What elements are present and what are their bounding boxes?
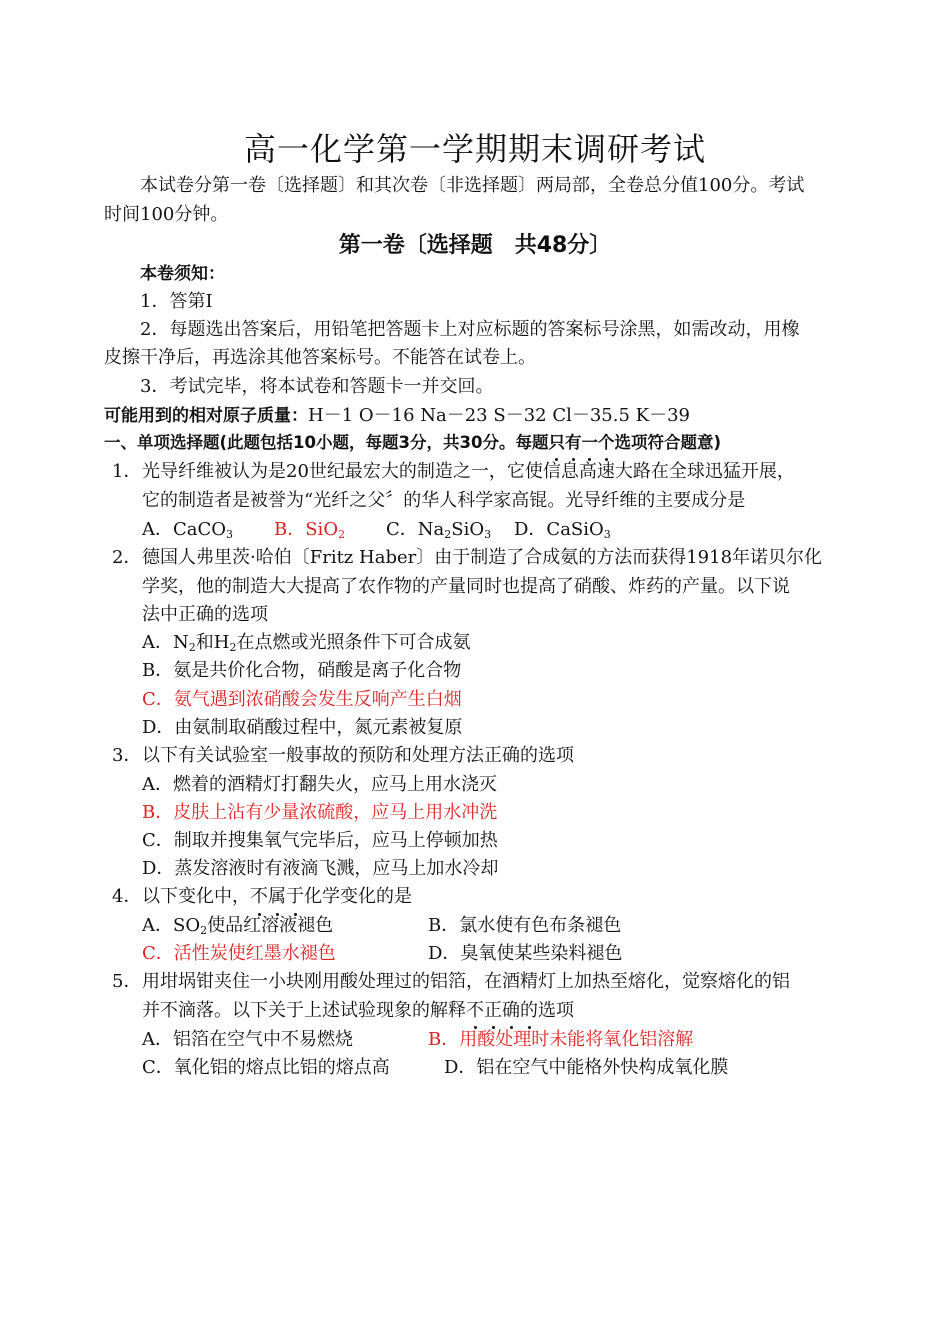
atomic-masses-values: H－1 O－16 Na－23 S－32 Cl－35.5 K－39: [308, 405, 690, 426]
question-2: [112, 544, 852, 630]
q4-option-d: D．臭氧使某些染料褪色: [428, 943, 623, 964]
q4-option-a: A．$SO_2$使品红溶液褪色: [142, 915, 334, 937]
emphasis-char: 一: [581, 429, 598, 457]
notice-item-2-line-1: 2．每题选出答案后，用铅笔把答题卡上对应标题的答案标号涂黑，如需改动，用橡: [140, 319, 800, 340]
q4-option-b: B．氯水使有色布条褪色: [428, 915, 622, 936]
exam-title: 高一化学第一学期期末调研考试: [243, 130, 706, 168]
q5-option-d: D．铝在空气中能格外快构成氧化膜: [444, 1057, 729, 1078]
question-2-line-1: 德国人弗里茨·哈伯〔Fritz Haber〕由于制造了合成氨的方法而获得1918年诺贝尔化: [142, 547, 823, 568]
question-number: 1．: [112, 461, 142, 482]
q1-option-d: D．CaSiO$_3$: [514, 519, 611, 541]
q2-option-c: C．氨气遇到浓硝酸会发生反响产生白烟: [142, 689, 462, 710]
atomic-masses-label: 可能用到的相对原子质量：: [104, 406, 308, 426]
notice-heading: 本卷须知：: [140, 264, 225, 284]
q4-option-c: C．活性炭使红墨水褪色: [142, 943, 336, 964]
part1-heading-suffix: 选项符合题意): [614, 433, 721, 452]
question-4-line-1: 以下变化中，不属于化学变化的是: [142, 883, 852, 912]
intro-line-2: 时间100分钟。: [104, 204, 229, 225]
q3-option-a: A．燃着的酒精灯打翻失火，应马上用水浇灭: [142, 774, 497, 795]
notice-item-1: 1．答第Ⅰ: [140, 291, 213, 312]
question-3-line-1: 以下有关试验室一般事故的预防和处理方法正确的选项: [142, 745, 574, 766]
question-5-line-2: 并不滴落。以下关于上述试验现象的解释不正确的选项: [142, 997, 852, 1026]
emphasis-char: 有: [565, 429, 582, 457]
part1-heading: [104, 429, 864, 457]
question-5-line-1: 用坩埚钳夹住一小块刚用酸处理过的铝箔，在酒精灯上加热至熔化，觉察熔化的铝: [142, 971, 790, 992]
q2-option-d: D．由氨制取硝酸过程中，氮元素被复原: [142, 717, 463, 738]
q5-option-c: C．氧化铝的熔点比铝的熔点高: [142, 1057, 390, 1078]
question-3: [112, 742, 852, 771]
q3-option-c: C．制取并搜集氧气完毕后，应马上停顿加热: [142, 830, 498, 851]
question-number: 2．: [112, 547, 142, 568]
q1-option-a: A．CaCO$_3$: [142, 519, 234, 541]
q1-option-c: C．$Na_2SiO_3$: [386, 519, 492, 541]
emphasis-char: 属: [268, 883, 286, 912]
q5-option-a: A．铝箔在空气中不易燃烧: [142, 1029, 353, 1050]
emphasis-char: 的: [520, 997, 538, 1026]
emphasis-char: 正: [484, 997, 502, 1026]
q2-option-a: A．$N_2$和$H_2$在点燃或光照条件下可合成氨: [142, 632, 471, 654]
emphasis-char: 个: [598, 429, 615, 457]
question-4: [112, 883, 852, 912]
q2-option-b: B．氨是共价化合物，硝酸是离子化合物: [142, 660, 462, 681]
notice-item-2-line-2: 皮擦干净后，再选涂其他答案标号。不能答在试卷上。: [104, 347, 536, 368]
emphasis-char: 不: [466, 997, 484, 1026]
question-number: 3．: [112, 745, 142, 766]
section-title: 第一卷〔选择题 共48分〕: [338, 233, 612, 258]
part1-heading-prefix: 一、单项选择题(此题包括10小题，每题3分，共30分。每题: [104, 433, 549, 452]
question-5: [112, 968, 852, 1025]
question-number: 4．: [112, 886, 142, 907]
question-1: [112, 458, 852, 515]
q3-option-b: B．皮肤上沾有少量浓硫酸，应马上用水冲洗: [142, 802, 498, 823]
question-number: 5．: [112, 971, 142, 992]
question-2-line-2: 学奖，他的制造大大提高了农作物的产量同时也提高了硝酸、炸药的产量。以下说: [142, 575, 790, 597]
question-1-line-1: 光导纤维被认为是20世纪最宏大的制造之一，它使信息高速大路在全球迅猛开展，: [142, 461, 795, 482]
emphasis-char: 只: [548, 429, 565, 457]
q1-option-b: B．SiO$_2$: [274, 519, 346, 541]
intro-line-1: 本试卷分第一卷〔选择题〕和其次卷〔非选择题〕两局部，全卷总分值100分。考试: [140, 175, 805, 196]
emphasis-char: 确: [502, 997, 520, 1026]
emphasis-char: 不: [250, 883, 268, 912]
atomic-masses: [104, 402, 849, 430]
q3-option-d: D．蒸发溶液时有液滴飞溅，应马上加水冷却: [142, 858, 499, 879]
emphasis-char: 于: [286, 883, 304, 912]
notice-item-3: 3．考试完毕，将本试卷和答题卡一并交回。: [140, 376, 494, 397]
q5-option-b: B．用酸处理时未能将氧化铝溶解: [428, 1029, 694, 1050]
question-2-line-3: 法中正确的选项: [142, 604, 268, 625]
question-1-line-2: 它的制造者是被誉为“光纤之父〞的华人科学家高锟。光导纤维的主要成分是: [142, 489, 746, 511]
